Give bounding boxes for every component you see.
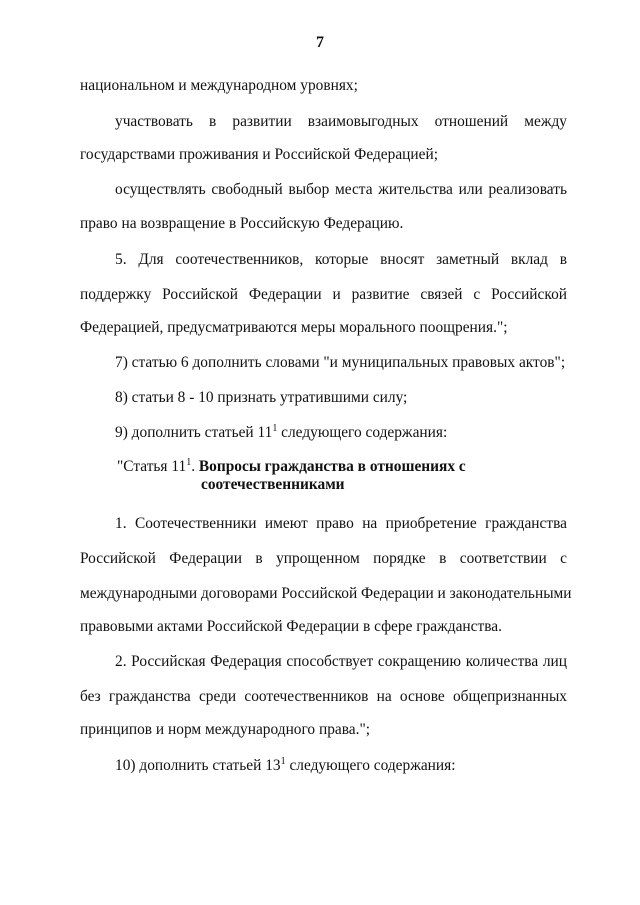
- superscript: 1: [272, 423, 278, 434]
- article-prefix: "Статья 11: [117, 458, 187, 475]
- article-title-line2: соотечественниками: [201, 476, 345, 493]
- text-line: [115, 756, 567, 776]
- text-line: государствами проживания и Российской Федерацией;: [80, 146, 438, 163]
- text-line: 2. Российская Федерация способствует сокращению количества лиц: [115, 653, 567, 670]
- line-text: 10) дополнить статьей 13: [115, 757, 281, 774]
- text-line: без гражданства среди соотечественников на основе общепризнанных: [80, 688, 567, 705]
- text-line: национальном и международном уровнях;: [80, 77, 358, 94]
- text-line: участвовать в развитии взаимовыгодных отношений между: [115, 113, 567, 130]
- page-number: 7: [316, 34, 324, 51]
- text-line: 5. Для соотечественников, которые вносят заметный вклад в: [115, 251, 567, 268]
- superscript: 1: [186, 457, 192, 468]
- line-text-tail: следующего содержания:: [285, 757, 456, 774]
- text-line: право на возвращение в Российскую Федерацию.: [80, 215, 404, 232]
- text-line: Российской Федерации в упрощенном порядке в соответствии с: [80, 550, 567, 567]
- text-line: 8) статьи 8 - 10 признать утратившими силу;: [115, 389, 408, 406]
- article-heading: [117, 458, 466, 476]
- text-line: 1. Соотечественники имеют право на приобретение гражданства: [115, 515, 567, 532]
- text-line: Федерацией, предусматриваются меры морального поощрения.";: [80, 319, 508, 336]
- text-line: принципов и норм международного права.";: [80, 721, 371, 738]
- line-text-tail: следующего содержания:: [277, 424, 448, 441]
- text-line: [115, 423, 567, 443]
- article-dot: .: [191, 458, 196, 475]
- text-line: осуществлять свободный выбор места жительства или реализовать: [115, 181, 567, 198]
- article-title: Вопросы гражданства в отношениях с: [198, 458, 466, 475]
- text-line: правовыми актами Российской Федерации в сфере гражданства.: [80, 618, 502, 635]
- superscript: 1: [280, 756, 286, 767]
- line-text: 9) дополнить статьей 11: [115, 424, 273, 441]
- text-line: 7) статью 6 дополнить словами "и муниципальных правовых актов";: [115, 354, 566, 371]
- text-line: поддержку Российской Федерации и развитие связей с Российской: [80, 286, 567, 303]
- text-line: международными договорами Российской Федерации и законодательными: [80, 585, 572, 602]
